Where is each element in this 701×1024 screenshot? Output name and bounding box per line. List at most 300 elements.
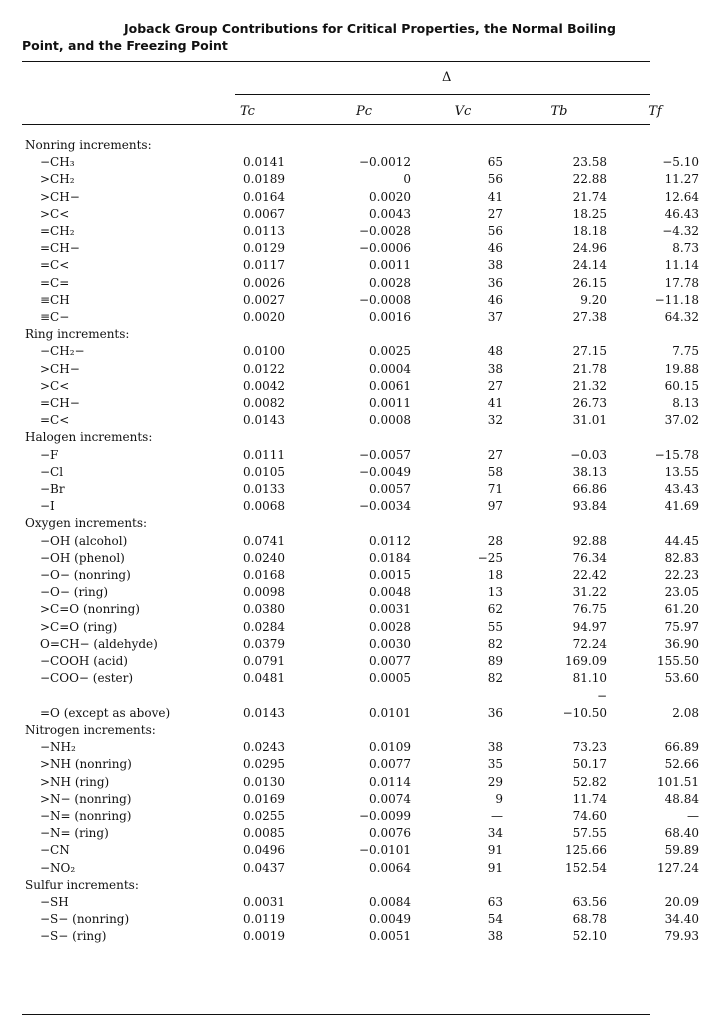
group-label: =C< <box>40 258 70 273</box>
table-row <box>22 154 701 171</box>
cell-tc: 0.0481 <box>243 671 285 686</box>
group-label: >NH (ring) <box>40 774 110 789</box>
table-row <box>22 842 701 859</box>
cell-tf: 60.15 <box>664 378 699 393</box>
cell-tc: 0.0791 <box>243 654 285 669</box>
cell-pc: 0.0011 <box>369 396 411 411</box>
cell-pc: 0.0025 <box>369 344 411 359</box>
cell-vc: 27 <box>487 447 503 462</box>
table-row <box>22 756 701 773</box>
group-label: =C= <box>40 275 70 290</box>
section-header-row <box>22 429 701 446</box>
table-row <box>22 550 701 567</box>
group-label: >NH (nonring) <box>40 757 132 772</box>
cell-tf: 23.05 <box>664 585 699 600</box>
cell-tb <box>517 877 617 894</box>
delta-rule <box>235 94 650 95</box>
header-tc: Tc <box>240 103 255 119</box>
cell-tc: 0.0019 <box>243 929 285 944</box>
table-row <box>22 223 701 240</box>
cell-tf: 8.13 <box>672 396 699 411</box>
header-tf: Tf <box>648 103 662 119</box>
cell-pc: −0.0006 <box>358 241 411 256</box>
cell-tb: 92.88 <box>572 533 607 548</box>
cell-vc: 82 <box>487 671 503 686</box>
group-label: =C< <box>40 413 70 428</box>
bottom-rule <box>22 1014 650 1015</box>
cell-tb <box>517 137 617 154</box>
cell-tc: 0.0130 <box>243 774 285 789</box>
cell-vc: 91 <box>487 843 503 858</box>
cell-vc: 91 <box>487 860 503 875</box>
table-row <box>22 688 701 705</box>
cell-tb: 169.09 <box>565 654 607 669</box>
cell-tb: 18.18 <box>572 224 607 239</box>
cell-tc <box>239 326 323 343</box>
cell-tc: 0.0031 <box>243 894 285 909</box>
group-label: >C< <box>40 378 70 393</box>
table-row <box>22 774 701 791</box>
cell-tb: 68.78 <box>572 912 607 927</box>
cell-vc: 48 <box>487 344 503 359</box>
cell-pc <box>323 137 429 154</box>
cell-tc: 0.0143 <box>243 413 285 428</box>
table-row <box>22 894 701 911</box>
column-header <box>22 101 698 121</box>
cell-tf: 34.40 <box>664 912 699 927</box>
cell-vc: 28 <box>487 533 503 548</box>
cell-tf <box>617 688 701 705</box>
cell-vc: 54 <box>487 912 503 927</box>
cell-tf <box>617 429 701 446</box>
cell-tb <box>517 515 617 532</box>
cell-pc: 0.0074 <box>369 791 411 806</box>
cell-vc: 37 <box>487 310 503 325</box>
cell-vc: 29 <box>487 774 503 789</box>
cell-tb: 76.34 <box>572 550 607 565</box>
cell-pc: 0.0112 <box>369 533 411 548</box>
cell-pc: 0.0114 <box>369 774 411 789</box>
table-row <box>22 481 701 498</box>
cell-pc <box>323 429 429 446</box>
cell-vc: 38 <box>487 258 503 273</box>
cell-tb: 9.20 <box>580 292 607 307</box>
cell-tc: 0.0027 <box>243 292 285 307</box>
group-label: >C=O (nonring) <box>40 602 140 617</box>
cell-pc: −0.0101 <box>358 843 411 858</box>
table-row <box>22 275 701 292</box>
table-row <box>22 825 701 842</box>
cell-pc: −0.0099 <box>358 808 411 823</box>
section-label: Sulfur increments: <box>25 877 139 892</box>
cell-pc: 0.0076 <box>369 826 411 841</box>
cell-vc: 56 <box>487 224 503 239</box>
cell-tc: 0.0284 <box>243 619 285 634</box>
cell-pc: 0.0016 <box>369 310 411 325</box>
cell-tb: 152.54 <box>565 860 607 875</box>
cell-tf: 79.93 <box>664 929 699 944</box>
cell-tc: 0.0169 <box>243 791 285 806</box>
cell-vc: 38 <box>487 740 503 755</box>
group-label: −CH₂− <box>40 344 85 359</box>
table-row <box>22 911 701 928</box>
cell-pc: 0 <box>403 172 411 187</box>
group-label: −CN <box>40 843 70 858</box>
cell-vc: 62 <box>487 602 503 617</box>
cell-tf: 68.40 <box>664 826 699 841</box>
section-header-row <box>22 515 701 532</box>
cell-pc: 0.0011 <box>369 258 411 273</box>
cell-pc: 0.0064 <box>369 860 411 875</box>
cell-tf: 11.27 <box>664 172 699 187</box>
cell-tb: 22.42 <box>572 568 607 583</box>
cell-vc: 46 <box>487 241 503 256</box>
cell-tf: 44.45 <box>664 533 699 548</box>
cell-tc: 0.0437 <box>243 860 285 875</box>
table-row <box>22 636 701 653</box>
cell-tb: −10.50 <box>562 705 607 720</box>
cell-tc: 0.0129 <box>243 241 285 256</box>
table-row <box>22 447 701 464</box>
cell-vc: 36 <box>487 275 503 290</box>
cell-tc: 0.0168 <box>243 568 285 583</box>
cell-tf: 53.60 <box>664 671 699 686</box>
cell-tc <box>239 137 323 154</box>
section-header-row <box>22 137 701 154</box>
table-row <box>22 619 701 636</box>
cell-tf: 22.23 <box>664 568 699 583</box>
cell-tc: 0.0122 <box>243 361 285 376</box>
cell-pc: 0.0061 <box>369 378 411 393</box>
group-label: >N− (nonring) <box>40 791 132 806</box>
group-label: −OH (phenol) <box>40 550 125 565</box>
cell-tb <box>517 429 617 446</box>
cell-tc: 0.0243 <box>243 740 285 755</box>
cell-tf <box>617 877 701 894</box>
cell-pc: −0.0049 <box>358 464 411 479</box>
cell-tf: −15.78 <box>654 447 699 462</box>
table-row <box>22 412 701 429</box>
cell-tb: 22.88 <box>572 172 607 187</box>
cell-tc: 0.0255 <box>243 808 285 823</box>
cell-tf: 101.51 <box>657 774 699 789</box>
cell-tb: − <box>596 688 607 703</box>
cell-pc: −0.0028 <box>358 224 411 239</box>
cell-tf: 75.97 <box>664 619 699 634</box>
group-label: ≡C− <box>40 310 70 325</box>
cell-vc <box>429 326 517 343</box>
cell-tc: 0.0164 <box>243 189 285 204</box>
cell-tc: 0.0141 <box>243 155 285 170</box>
section-label: Ring increments: <box>25 327 130 342</box>
cell-tc <box>239 877 323 894</box>
group-label: >CH− <box>40 189 80 204</box>
cell-tf: 41.69 <box>664 499 699 514</box>
cell-pc <box>323 688 429 705</box>
table-row <box>22 791 701 808</box>
cell-pc <box>323 877 429 894</box>
group-label: −NH₂ <box>40 740 76 755</box>
table-row <box>22 533 701 550</box>
cell-tc: 0.0085 <box>243 826 285 841</box>
cell-vc <box>429 515 517 532</box>
cell-tf: 8.73 <box>672 241 699 256</box>
cell-tb <box>517 326 617 343</box>
cell-tb: 52.82 <box>572 774 607 789</box>
table-row <box>22 601 701 618</box>
group-label: −F <box>40 447 59 462</box>
cell-tf: 127.24 <box>657 860 699 875</box>
group-label: −O− (nonring) <box>40 568 131 583</box>
table-row <box>22 670 701 687</box>
cell-tc: 0.0295 <box>243 757 285 772</box>
cell-vc: 38 <box>487 361 503 376</box>
group-label: −COO− (ester) <box>40 671 134 686</box>
cell-tb: 74.60 <box>572 808 607 823</box>
table-row <box>22 361 701 378</box>
cell-tf: 7.75 <box>672 344 699 359</box>
cell-vc: 38 <box>487 929 503 944</box>
cell-vc: 82 <box>487 636 503 651</box>
cell-pc: 0.0057 <box>369 482 411 497</box>
cell-vc: 9 <box>495 791 503 806</box>
cell-tc: 0.0026 <box>243 275 285 290</box>
cell-tf: 11.14 <box>664 258 699 273</box>
cell-pc: 0.0004 <box>369 361 411 376</box>
cell-tf: 46.43 <box>664 206 699 221</box>
table-row <box>22 860 701 877</box>
cell-tc: 0.0042 <box>243 378 285 393</box>
cell-tb: 63.56 <box>572 894 607 909</box>
cell-vc: 65 <box>487 155 503 170</box>
cell-tf: 20.09 <box>664 894 699 909</box>
cell-tb: 23.58 <box>572 155 607 170</box>
cell-tf: 48.84 <box>664 791 699 806</box>
cell-tf: 64.32 <box>664 310 699 325</box>
title-line-2: Point, and the Freezing Point <box>22 38 228 53</box>
group-label: −OH (alcohol) <box>40 533 128 548</box>
cell-pc: 0.0028 <box>369 275 411 290</box>
table-row <box>22 257 701 274</box>
cell-pc: −0.0012 <box>358 155 411 170</box>
cell-tc: 0.0496 <box>243 843 285 858</box>
group-label: =O (except as above) <box>40 705 171 720</box>
cell-vc: 71 <box>487 482 503 497</box>
cell-vc <box>429 877 517 894</box>
cell-tb: 57.55 <box>572 826 607 841</box>
cell-tb: 52.10 <box>572 929 607 944</box>
group-label <box>22 688 239 705</box>
section-label: Halogen increments: <box>25 430 153 445</box>
cell-tb: 50.17 <box>572 757 607 772</box>
cell-vc: 41 <box>487 396 503 411</box>
group-label: −NO₂ <box>40 860 76 875</box>
table-row <box>22 292 701 309</box>
cell-vc: 27 <box>487 206 503 221</box>
table-title <box>16 20 656 54</box>
cell-tf: — <box>687 808 699 823</box>
cell-tf: 61.20 <box>664 602 699 617</box>
cell-pc: 0.0049 <box>369 912 411 927</box>
table-row <box>22 584 701 601</box>
cell-vc: 56 <box>487 172 503 187</box>
cell-tc: 0.0133 <box>243 482 285 497</box>
cell-tb: 81.10 <box>572 671 607 686</box>
cell-pc: 0.0030 <box>369 636 411 651</box>
cell-tb: 93.84 <box>572 499 607 514</box>
table-row <box>22 567 701 584</box>
table-row <box>22 464 701 481</box>
cell-tb: 11.74 <box>572 791 607 806</box>
cell-tc <box>239 722 323 739</box>
group-label: >CH₂ <box>40 172 75 187</box>
header-rule <box>22 124 650 125</box>
table-row <box>22 395 701 412</box>
group-label: −Br <box>40 482 65 497</box>
cell-tc: 0.0111 <box>243 447 285 462</box>
cell-pc: 0.0015 <box>369 568 411 583</box>
cell-tf: 52.66 <box>664 757 699 772</box>
section-label: Oxygen increments: <box>25 516 148 531</box>
group-label: −SH <box>40 894 69 909</box>
cell-tb: 24.96 <box>572 241 607 256</box>
cell-tc: 0.0117 <box>243 258 285 273</box>
cell-vc: — <box>491 808 503 823</box>
cell-pc: 0.0005 <box>369 671 411 686</box>
cell-tc <box>239 429 323 446</box>
table-row <box>22 498 701 515</box>
group-label: −COOH (acid) <box>40 654 128 669</box>
cell-tb: 26.15 <box>572 275 607 290</box>
cell-pc: 0.0109 <box>369 740 411 755</box>
table-row <box>22 653 701 670</box>
cell-tf: 2.08 <box>672 705 699 720</box>
group-label: −N= (nonring) <box>40 808 132 823</box>
cell-tb: 94.97 <box>572 619 607 634</box>
header-tb: Tb <box>550 103 568 119</box>
cell-tf: 19.88 <box>664 361 699 376</box>
group-label: =CH₂ <box>40 224 75 239</box>
cell-tb: 24.14 <box>572 258 607 273</box>
cell-pc: 0.0184 <box>369 550 411 565</box>
cell-pc <box>323 326 429 343</box>
group-label: >C< <box>40 206 70 221</box>
cell-pc: 0.0028 <box>369 619 411 634</box>
group-label: =CH− <box>40 241 80 256</box>
cell-tc: 0.0068 <box>243 499 285 514</box>
cell-tc: 0.0067 <box>243 206 285 221</box>
cell-tb: 76.75 <box>572 602 607 617</box>
cell-vc: 63 <box>487 894 503 909</box>
cell-tb <box>517 722 617 739</box>
cell-tf: 82.83 <box>664 550 699 565</box>
cell-vc: 32 <box>487 413 503 428</box>
cell-tc: 0.0098 <box>243 585 285 600</box>
cell-vc: 58 <box>487 464 503 479</box>
cell-tf <box>617 137 701 154</box>
cell-pc: 0.0008 <box>369 413 411 428</box>
section-header-row <box>22 877 701 894</box>
cell-pc: 0.0048 <box>369 585 411 600</box>
section-header-row <box>22 326 701 343</box>
group-label: ≡CH <box>40 292 70 307</box>
cell-pc: 0.0101 <box>369 705 411 720</box>
cell-tf: 66.89 <box>664 740 699 755</box>
table-row <box>22 378 701 395</box>
cell-tb: 31.01 <box>572 413 607 428</box>
cell-tc <box>239 688 323 705</box>
cell-vc <box>429 429 517 446</box>
cell-pc <box>323 515 429 532</box>
cell-tf <box>617 722 701 739</box>
cell-tb: 27.38 <box>572 310 607 325</box>
cell-vc: 89 <box>487 654 503 669</box>
cell-tf: −4.32 <box>662 224 699 239</box>
cell-vc: 27 <box>487 378 503 393</box>
group-label: >CH− <box>40 361 80 376</box>
cell-vc <box>429 688 517 705</box>
table-row <box>22 343 701 360</box>
group-label: −N= (ring) <box>40 826 109 841</box>
cell-tb: 38.13 <box>572 464 607 479</box>
cell-tb: 26.73 <box>572 396 607 411</box>
cell-tf: 59.89 <box>664 843 699 858</box>
cell-tb: 73.23 <box>572 740 607 755</box>
table-row <box>22 171 701 188</box>
cell-tc: 0.0240 <box>243 550 285 565</box>
cell-vc: 36 <box>487 705 503 720</box>
cell-tc: 0.0105 <box>243 464 285 479</box>
cell-pc: 0.0043 <box>369 206 411 221</box>
cell-tc: 0.0189 <box>243 172 285 187</box>
cell-tc: 0.0119 <box>243 912 285 927</box>
cell-tb: 18.25 <box>572 206 607 221</box>
cell-tf: 12.64 <box>664 189 699 204</box>
cell-pc: 0.0051 <box>369 929 411 944</box>
cell-tf <box>617 515 701 532</box>
group-label: O=CH− (aldehyde) <box>40 636 158 651</box>
cell-tf: −5.10 <box>662 155 699 170</box>
header-vc: Vc <box>454 103 472 119</box>
section-label: Nonring increments: <box>25 138 152 152</box>
cell-vc: 18 <box>487 568 503 583</box>
cell-tf <box>617 326 701 343</box>
cell-tf: 37.02 <box>664 413 699 428</box>
table-row <box>22 240 701 257</box>
cell-tb: 21.32 <box>572 378 607 393</box>
cell-tb: 66.86 <box>572 482 607 497</box>
cell-tc <box>239 515 323 532</box>
cell-tb: 27.15 <box>572 344 607 359</box>
cell-vc: 35 <box>487 757 503 772</box>
cell-tf: −11.18 <box>654 292 699 307</box>
header-blank <box>22 101 236 121</box>
cell-tb: 21.74 <box>572 189 607 204</box>
cell-tc: 0.0380 <box>243 602 285 617</box>
table-row <box>22 739 701 756</box>
cell-vc <box>429 137 517 154</box>
section-header-row <box>22 722 701 739</box>
group-label: −Cl <box>40 464 64 479</box>
cell-tb: 31.22 <box>572 585 607 600</box>
group-label: −CH₃ <box>40 155 75 170</box>
table-row <box>22 309 701 326</box>
cell-tc: 0.0100 <box>243 344 285 359</box>
delta-header: Δ <box>442 70 452 85</box>
group-label: −S− (ring) <box>40 929 107 944</box>
cell-vc: 41 <box>487 189 503 204</box>
table-row <box>22 928 701 945</box>
